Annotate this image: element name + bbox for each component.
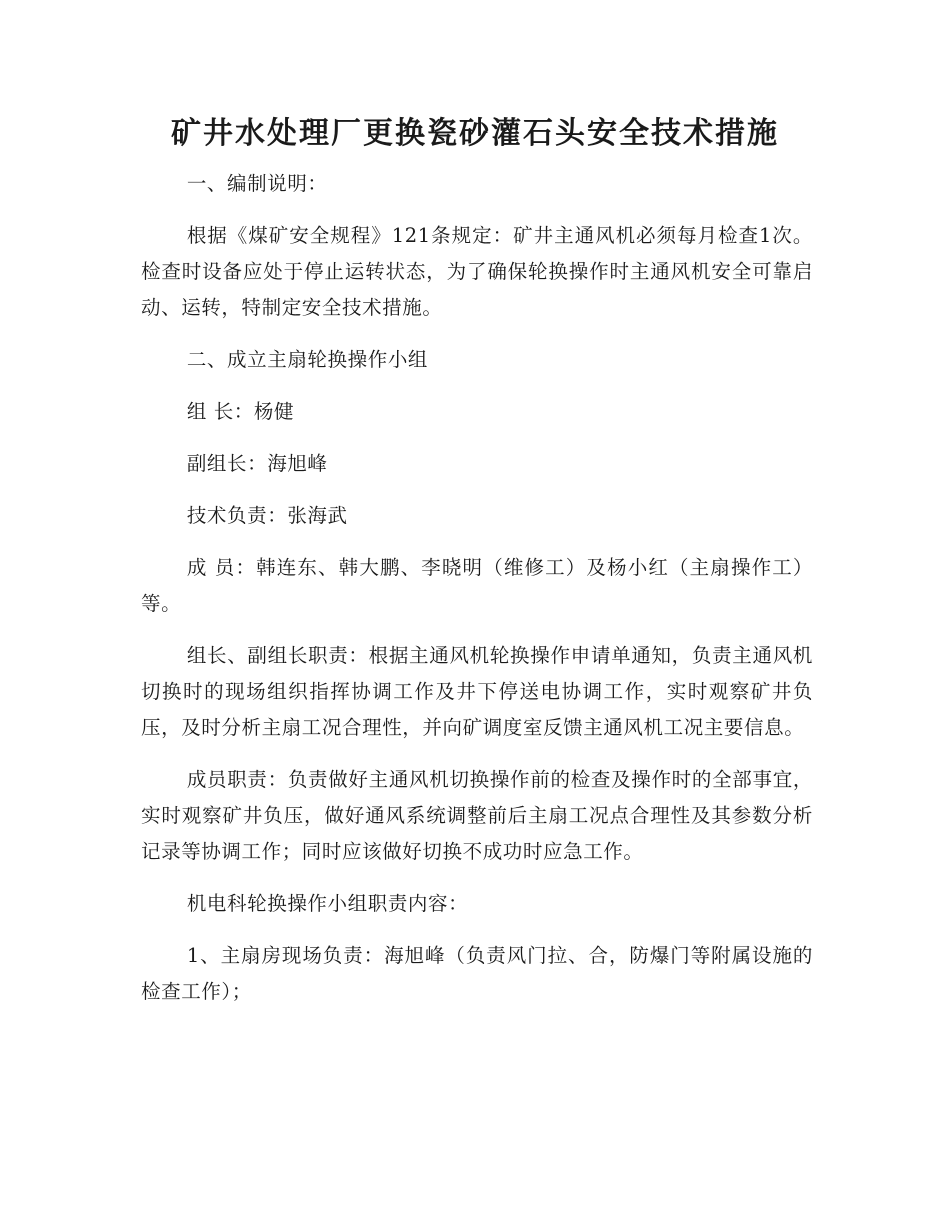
duty-item-1: 1、主扇房现场负责：海旭峰（负责风门拉、合，防爆门等附属设施的检查工作）； — [141, 944, 813, 1003]
document-body — [141, 166, 813, 1026]
team-leader: 组 长：杨健 — [186, 400, 295, 423]
team-members: 成 员：韩连东、韩大鹏、李晓明（维修工）及杨小红（主扇操作工）等。 — [141, 556, 813, 615]
paragraph-regulation: 根据《煤矿安全规程》121条规定：矿井主通风机必须每月检查1次。检查时设备应处于停止运转状态，为了确保轮换操作时主通风机安全可靠启动、运转，特制定安全技术措施。 — [141, 224, 813, 319]
document-title: 矿井水处理厂更换瓷砂灌石头安全技术措施 — [171, 116, 779, 151]
technical-lead: 技术负责：张海武 — [186, 504, 348, 527]
deputy-leader: 副组长：海旭峰 — [186, 452, 328, 475]
group-duties-heading: 机电科轮换操作小组职责内容： — [186, 892, 469, 915]
member-duties: 成员职责：负责做好主通风机切换操作前的检查及操作时的全部事宜，实时观察矿井负压，做好通风系统调整前后主扇工况点合理性及其参数分析记录等协调工作；同时应该做好切换不成功时应急工作。 — [141, 768, 813, 863]
leader-duties: 组长、副组长职责：根据主通风机轮换操作申请单通知，负责主通风机切换时的现场组织指挥协调工作及井下停送电协调工作，实时观察矿井负压，及时分析主扇工况合理性，并向矿调度室反馈主通风机工况主要信息。 — [141, 644, 813, 739]
section-heading-1: 一、编制说明： — [186, 172, 328, 195]
section-heading-2: 二、成立主扇轮换操作小组 — [186, 348, 429, 371]
